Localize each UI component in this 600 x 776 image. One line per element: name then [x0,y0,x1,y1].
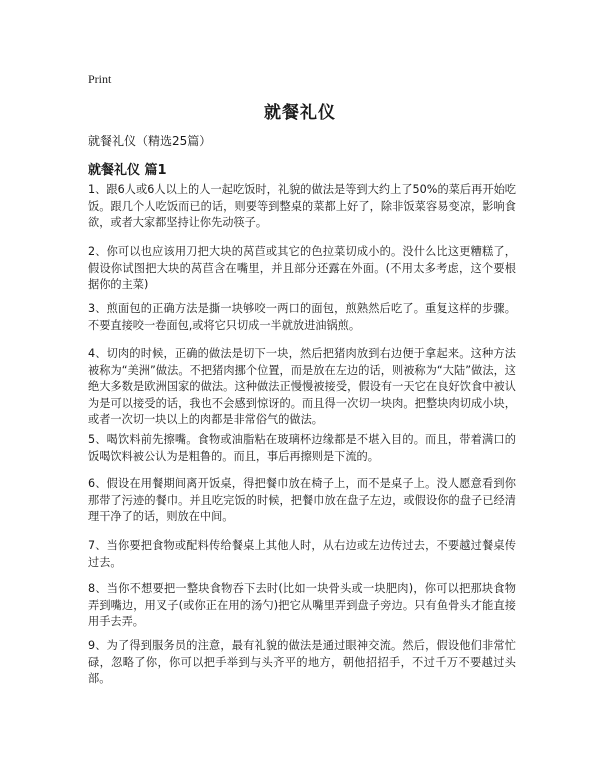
paragraph-7: 7、当你要把食物或配料传给餐桌上其他人时，从右边或左边传过去，不要越过餐桌传过去。 [88,539,516,569]
paragraph-3: 3、煎面包的正确方法是撕一块够咬一两口的面包，煎熟然后吃了。重复这样的步骤。不要直接咬一卷面包,或将它只切成一半就放进油锅煎。 [88,302,516,332]
document-subtitle: 就餐礼仪（精选25篇） [88,134,212,148]
paragraph-4: 4、切肉的时候，正确的做法是切下一块，然后把猪肉放到右边便于拿起来。这种方法被称为“美洲”做法。不把猪肉挪个位置，而是放在左边的话，则被称为“大陆”做法，这绝大多数是欧洲国家的做法。这种做法正慢慢被接受，假设有一天它在良好饮食中被认为是可以接受的话，我也不会感到惊讶的。而且得一次切一块肉。把整块肉切成小块，或者一次切一块以上的肉都是非常俗气的做法。 [88,347,516,426]
paragraph-9: 9、为了得到服务员的注意，最有礼貌的做法是通过眼神交流。然后，假设他们非常忙碌，忽略了你，你可以把手举到与头齐平的地方，朝他招招手，不过千万不要越过头部。 [88,639,516,685]
paragraph-8: 8、当你不想要把一整块食物吞下去时(比如一块骨头或一块肥肉)，你可以把那块食物弄到嘴边，用叉子(或你正在用的汤勺)把它从嘴里弄到盘子旁边。只有鱼骨头才能直接用手去弄。 [88,582,516,628]
paragraph-6: 6、假设在用餐期间离开饭桌，得把餐巾放在椅子上，而不是桌子上。没人愿意看到你那带了污迹的餐巾。并且吃完饭的时候，把餐巾放在盘子左边，或假设你的盘子已经清理干净了的话，则放在中间。 [88,477,516,523]
print-label: Print [88,72,112,86]
section-heading: 就餐礼仪 篇1 [88,163,167,178]
paragraph-5: 5、喝饮料前先擦嘴。食物或油脂粘在玻璃杯边缘都是不堪入目的。而且，带着满口的饭喝饮料被公认为是粗鲁的。而且，事后再擦则是下流的。 [88,433,516,463]
paragraph-2: 2、你可以也应该用刀把大块的莴苣或其它的色拉菜切成小的。没什么比这更糟糕了，假设你试图把大块的莴苣含在嘴里，并且部分还露在外面。(不用太多考虑，这个要根据你的主菜) [88,245,516,291]
page-title: 就餐礼仪 [264,103,336,123]
paragraph-1: 1、跟6人或6人以上的人一起吃饭时，礼貌的做法是等到大约上了50%的菜后再开始吃饭。跟几个人吃饭而已的话，则要等到整桌的菜都上好了，除非饭菜容易变凉，影响食欲，或者大家都坚持让你先动筷子。 [88,183,516,229]
